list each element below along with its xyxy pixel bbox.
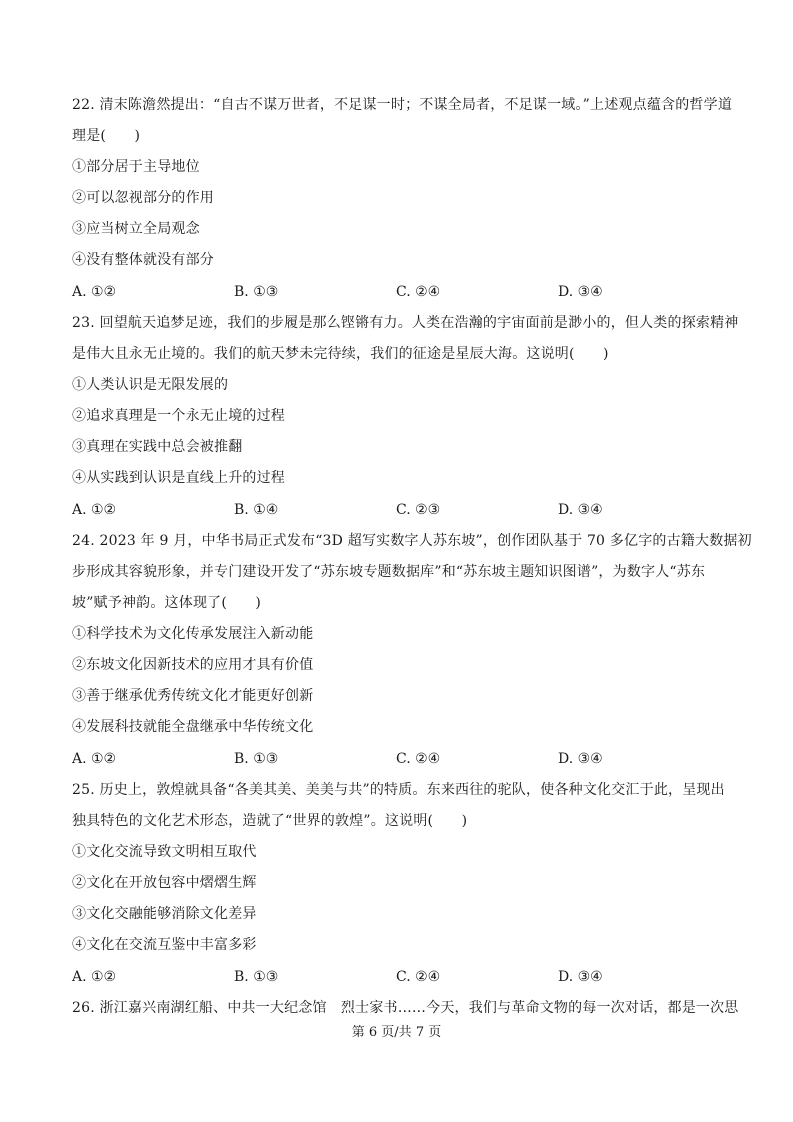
q24-option-a: A. ①② [72,751,117,767]
q24-stem-line-2: 步形成其容貌形象，并专门建设开发了“苏东坡专题数据库”和“苏东坡主题知识图谱”，为数字人“苏东 [72,564,706,580]
q24-option-d: D. ③④ [558,751,603,767]
q23-statement-3: ③真理在实践中总会被推翻 [72,439,243,455]
q23-options [72,500,724,520]
q22-options [72,282,724,302]
q25-stem-line-1: 25. 历史上，敦煌就具备“各美其美、美美与共”的特质。东来西往的驼队，使各种文化交汇于此，呈现出 [72,782,725,798]
q22-option-b: B. ①③ [234,284,279,300]
q23-stem-line-2: 是伟大且永无止境的。我们的航天梦未完待续，我们的征途是星辰大海。这说明( ) [72,346,609,362]
q23-stem-line-1: 23. 回望航天追梦足迹，我们的步履是那么铿锵有力。人类在浩瀚的宇宙面前是渺小的，但人类的探索精神 [72,315,739,331]
q23-statement-1: ①人类认识是无限发展的 [72,377,229,393]
q24-option-c: C. ②④ [396,751,441,767]
q22-option-a: A. ①② [72,284,117,300]
page-footer: 第 6 页/共 7 页 [351,1025,442,1040]
q23-statement-2: ②追求真理是一个永无止境的过程 [72,408,285,424]
q22-stem-line-2: 理是( ) [72,128,141,144]
q22-option-c: C. ②④ [396,284,441,300]
q25-stem-line-2: 独具特色的文化艺术形态，造就了“世界的敦煌”。这说明( ) [72,813,468,829]
q24-stem-line-3: 坡”赋予神韵。这体现了( ) [72,595,262,611]
q24-statement-4: ④发展科技就能全盘继承中华传统文化 [72,719,314,735]
q25-option-c: C. ②④ [396,969,441,985]
q25-statement-3: ③文化交融能够消除文化差异 [72,906,257,922]
q23-option-c: C. ②③ [396,502,441,518]
q23-option-d: D. ③④ [558,502,603,518]
q25-option-a: A. ①② [72,969,117,985]
q25-statement-1: ①文化交流导致文明相互取代 [72,844,257,860]
q23-option-a: A. ①② [72,502,117,518]
q24-statement-2: ②东坡文化因新技术的应用才具有价值 [72,657,314,673]
q22-statement-3: ③应当树立全局观念 [72,221,200,237]
q26-stem-line-1: 26. 浙江嘉兴南湖红船、中共一大纪念馆 烈士家书……今天，我们与革命文物的每一次对话，都是一次思 [72,1000,739,1016]
q24-statement-1: ①科学技术为文化传承发展注入新动能 [72,626,314,642]
q25-option-b: B. ①③ [234,969,279,985]
q25-statement-4: ④文化在交流互鉴中丰富多彩 [72,937,257,953]
q22-statement-1: ①部分居于主导地位 [72,159,200,175]
q23-option-b: B. ①④ [234,502,279,518]
q24-stem-line-1: 24. 2023 年 9 月，中华书局正式发布“3D 超写实数字人苏东坡”，创作团队基于 70 多亿字的古籍大数据初 [72,533,752,549]
q22-statement-4: ④没有整体就没有部分 [72,252,214,268]
q25-option-d: D. ③④ [558,969,603,985]
q22-option-d: D. ③④ [558,284,603,300]
q23-statement-4: ④从实践到认识是直线上升的过程 [72,470,285,486]
q24-options [72,749,724,769]
q22-stem-line-1: 22. 清末陈澹然提出：“自古不谋万世者，不足谋一时；不谋全局者，不足谋一域。”上述观点蕴含的哲学道 [72,97,733,113]
q22-statement-2: ②可以忽视部分的作用 [72,190,214,206]
q25-statement-2: ②文化在开放包容中熠熠生辉 [72,875,257,891]
q25-options [72,967,724,987]
q24-statement-3: ③善于继承优秀传统文化才能更好创新 [72,688,314,704]
q24-option-b: B. ①③ [234,751,279,767]
